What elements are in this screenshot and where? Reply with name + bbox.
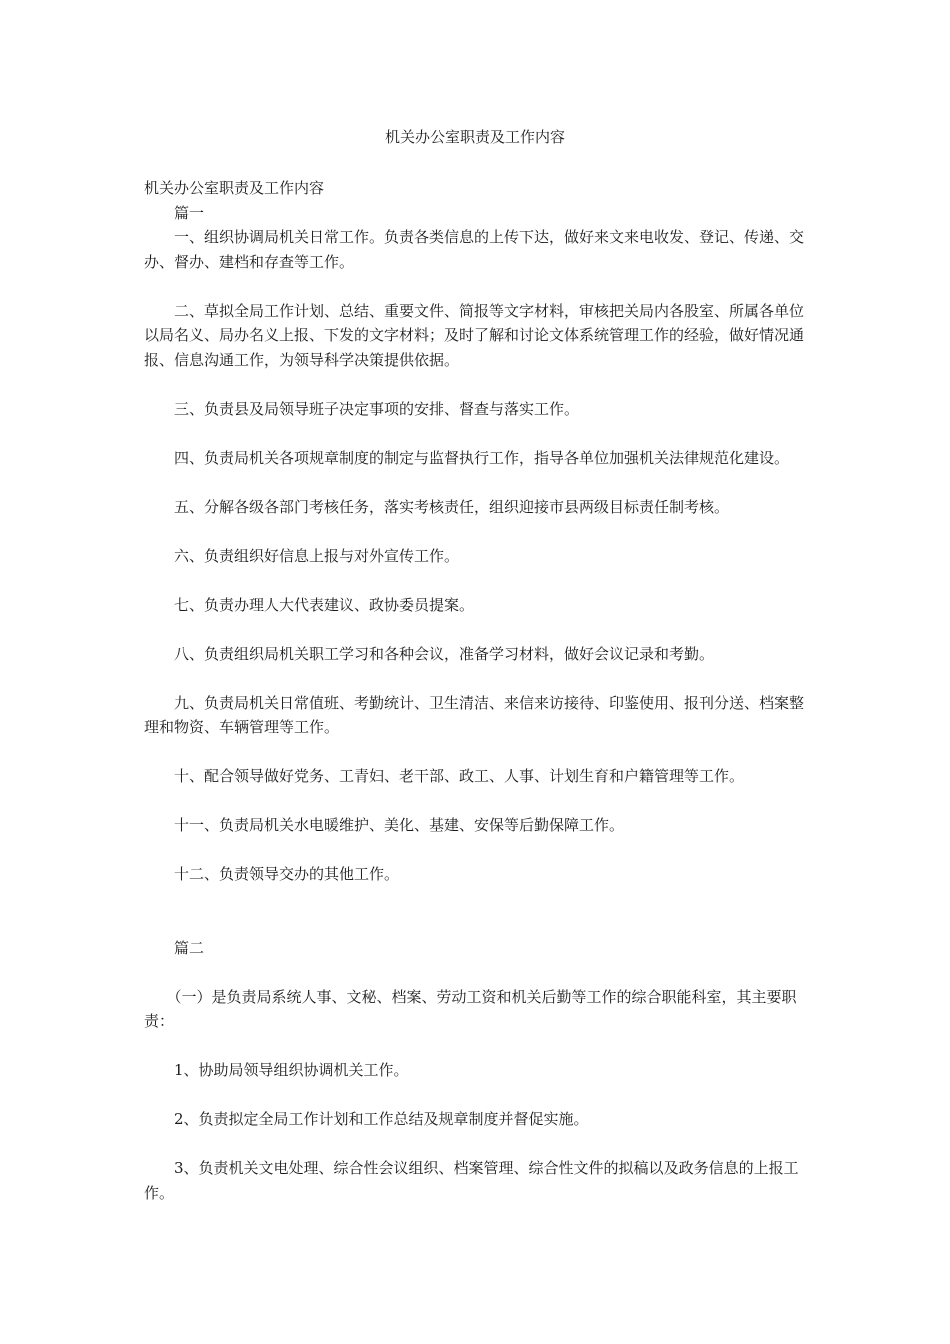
- document-title: 机关办公室职责及工作内容: [384, 128, 565, 146]
- part1-item: 十一、负责局机关水电暖维护、美化、基建、安保等后勤保障工作。: [174, 816, 625, 834]
- part1-item: 三、负责县及局领导班子决定事项的安排、督查与落实工作。: [174, 399, 580, 418]
- part2-item: 1、协助局领导组织协调机关工作。: [174, 1061, 409, 1079]
- part1-item: 八、负责组织局机关职工学习和各种会议，准备学习材料，做好会议记录和考勤。: [174, 644, 715, 663]
- part1-item: 十、配合领导做好党务、工青妇、老干部、政工、人事、计划生育和户籍管理等工作。: [174, 767, 745, 785]
- part1-item: 十二、负责领导交办的其他工作。: [174, 865, 400, 883]
- part1-item: 五、分解各级各部门考核任务，落实考核责任，组织迎接市县两级目标责任制考核。: [174, 497, 730, 516]
- part1-item: 七、负责办理人大代表建议、政协委员提案。: [174, 595, 475, 614]
- part1-item: 六、负责组织好信息上报与对外宣传工作。: [174, 546, 460, 565]
- part1-heading: 篇一: [174, 203, 205, 222]
- part1-item: 一、组织协调局机关日常工作。负责各类信息的上传下达，做好来文来电收发、登记、传递、交办、督办、建档和存查等工作。: [144, 228, 805, 271]
- part1-item: 二、草拟全局工作计划、总结、重要文件、简报等文字材料，审核把关局内各股室、所属各单位以局名义、局办名义上报、下发的文字材料；及时了解和讨论文体系统管理工作的经验，做好情况通报、信息沟通工作，为领导科学决策提供依据。: [144, 301, 805, 369]
- part1-item: 九、负责局机关日常值班、考勤统计、卫生清洁、来信来访接待、印鉴使用、报刊分送、档案整理和物资、车辆管理等工作。: [144, 693, 805, 736]
- part2-item: 3、负责机关文电处理、综合性会议组织、档案管理、综合性文件的拟稿以及政务信息的上报工作。: [144, 1159, 799, 1202]
- document-subtitle: 机关办公室职责及工作内容: [144, 179, 325, 197]
- part2-heading: 篇二: [174, 938, 205, 957]
- part2-item: 2、负责拟定全局工作计划和工作总结及规章制度并督促实施。: [174, 1110, 589, 1128]
- part2-intro: （一）是负责局系统人事、文秘、档案、劳动工资和机关后勤等工作的综合职能科室，其主要职责：: [144, 987, 797, 1030]
- part1-item: 四、负责局机关各项规章制度的制定与监督执行工作，指导各单位加强机关法律规范化建设。: [174, 448, 790, 467]
- document-body: [144, 176, 810, 1205]
